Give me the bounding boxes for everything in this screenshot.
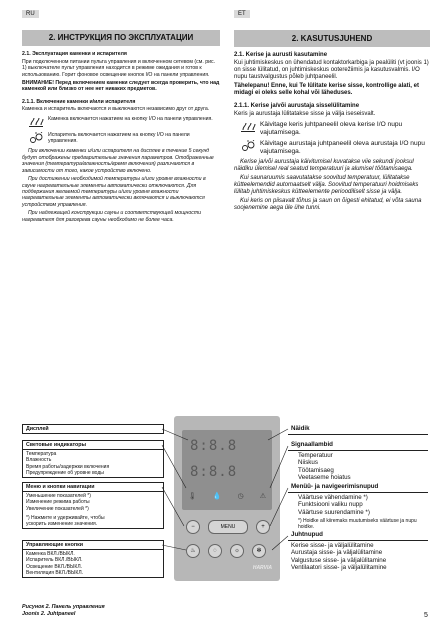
ru-indicator-item: Влажность: [26, 457, 52, 464]
caption-ru: Рисунок 2. Панель управления: [22, 604, 105, 610]
et-control-item: Valgustuse sisse- ja väljalülitamine: [291, 556, 387, 564]
ru-section-2-1-1: 2.1.1. Включение каменки и/или испарителя: [22, 98, 136, 105]
ru-section-2-1: 2.1. Эксплуатация каменки и испарителя: [22, 51, 127, 58]
ru-steamer-text: Испаритель включается нажатием на кнопку I/O на панели управления.: [48, 131, 190, 145]
ru-indicator-item: Время работы/задержки включения: [26, 463, 110, 470]
menu-button[interactable]: MENU: [208, 520, 248, 534]
ru-paragraph-3: Каменка и испаритель включаются и выключаются независимо друг от друга.: [22, 106, 210, 113]
et-section-2-1: 2.1. Kerise ja aurusti kasutamine: [234, 52, 328, 58]
ru-indicator-item: Предупреждение об уровне воды: [26, 469, 104, 476]
ru-paragraph-4: При включении каменки и/или испарителя на дисплее в течение 5 секунд будут отображены предварительные значения параметров. Отображенные значения (температура/влажность/время включения) различаются в зависимости от того, какое устройство включено.: [22, 148, 214, 174]
et-menu-box: Menüü- ja navigeerimisnupud Väärtuse vähendamine *) Funktsiooni valiku nupp Väärtuse suurendamine *) *) Hoidke all kiiremaks muutumiseks väärtuse ja nupu hoidke.: [288, 482, 428, 531]
et-warning: Tähelepanu! Enne, kui Te lülitate kerise sisse, kontrollige alati, et midagi ei oleks selle kohal või läheduses.: [234, 83, 419, 96]
ru-menu-item: Увеличение показателей *): [26, 505, 89, 512]
ru-indicator-item: Температура: [26, 451, 57, 458]
et-paragraph-6: Kui keris on piisavalt tõhus ja saun on õigesti ehitatud, ei võta sauna soojenemine aega üle ühe tunni.: [234, 198, 422, 212]
et-control-item: Ventilaatori sisse- ja väljalülitamine: [291, 563, 387, 571]
display-top-row: 8:8.8: [190, 438, 238, 454]
decrease-button[interactable]: −: [186, 520, 200, 534]
et-indicator-item: Töötamisaeg: [298, 466, 334, 474]
increase-button[interactable]: +: [256, 520, 270, 534]
ru-control-box: Управляющие кнопки Каменка ВКЛ./ВЫКЛ. Испаритель ВКЛ./ВЫКЛ. Освещение ВКЛ./ВЫКЛ. Вентиляция ВКЛ./ВЫКЛ.: [22, 540, 164, 578]
ru-menu-item: Изменение режима работы: [26, 499, 90, 506]
ru-heater-text: Каменка включается нажатием на кнопку I/O на панели управления.: [48, 115, 213, 122]
et-indicator-item: Veetaseme hoiatus: [298, 473, 351, 481]
figure-caption: [22, 604, 105, 617]
et-indicator-item: Temperatuur: [298, 452, 333, 460]
clock-icon: ◷: [237, 493, 244, 500]
steamer-button[interactable]: ◌: [208, 544, 222, 558]
heater-button[interactable]: ♨: [186, 544, 200, 558]
et-control-box: Juhtnupud Kerise sisse- ja väljalülitamine Aurustaja sisse- ja väljalülitamine Valgustuse sisse- ja väljalülitamine Ventilaatori sisse- ja väljalülitamine: [288, 530, 428, 572]
et-steamer-text: Käivitage aurustaja juhtpaneelil oleva aurustaja I/O nupu vajutamisega.: [260, 140, 425, 155]
et-menu-note: *) Hoidke all kiiremaks muutumiseks väärtuse ja nupu hoidke.: [298, 517, 417, 530]
et-paragraph-1: Kui juhtimiskeskus on ühendatud kontaktorkarbiga ja pealüliti (vt joonis 1) on sisse lülitatud, on juhtimiskeskus ooterežiimis ja kasutusvalmis. I/O nupu taustvalgustus põleb juhtpaneelil.: [234, 60, 429, 80]
ru-paragraph-6: При надлежащей конструкции сауны и соответствующей мощности нагревателя для разогрева сауны необходимо не более часа.: [22, 210, 202, 223]
ru-display-label: Дисплей: [22, 424, 164, 434]
et-heater-text: Käivitage keris juhtpaneelil oleva kerise I/O nupu vajutamisega.: [260, 121, 403, 136]
page-number: 5: [424, 612, 428, 619]
et-menu-item: Funktsiooni valiku nupp: [298, 501, 363, 509]
ru-title: 2. ИНСТРУКЦИЯ ПО ЭКСПЛУАТАЦИИ: [22, 30, 220, 46]
ru-indicators-box: Световые индикаторы Температура Влажность Время работы/задержки включения Предупреждение об уровне воды: [22, 440, 164, 478]
et-indicators-box: Signaallambid Temperatuur Niiskus Töötamisaeg Veetaseme hoiatus: [288, 440, 428, 482]
fan-button[interactable]: ✻: [252, 544, 266, 558]
et-title: 2. KASUTUSJUHEND: [234, 30, 430, 47]
brand-logo: HARVIA: [252, 565, 272, 571]
et-paragraph-4: Kerise ja/või aurustaja käivitumisel kuvatakse viie sekundi jooksul näidiku ülemisel real seatud temperatuuri ja alumisel töötamisaega.: [234, 159, 414, 173]
lang-tag-ru: RU: [22, 10, 39, 18]
ru-menu-item: Уменьшение показателей *): [26, 493, 91, 500]
lang-tag-et: ET: [234, 10, 250, 18]
et-menu-item: Väärtuse suurendamine *): [298, 508, 370, 516]
ru-warning: ВНИМАНИЕ! Перед включением каменки следует всегда проверить, что над каменкой или близко от нее нет никаких предметов.: [22, 80, 220, 93]
et-section-2-1-1: 2.1.1. Kerise ja/või aurustaja sisselülitamine: [234, 103, 360, 109]
light-button[interactable]: ☼: [230, 544, 244, 558]
ru-menu-note: *) Нажмите и удерживайте, чтобы ускорить изменение значения.: [26, 514, 105, 528]
warning-icon: ⚠: [259, 493, 266, 500]
ru-control-item: Каменка ВКЛ./ВЫКЛ.: [26, 551, 75, 558]
ru-control-item: Испаритель ВКЛ./ВЫКЛ.: [26, 557, 83, 564]
et-control-item: Kerise sisse- ja väljalülitamine: [291, 542, 374, 550]
drop-icon: 💧: [212, 493, 222, 500]
caption-et: Joonis 2. Juhtpaneel: [22, 610, 76, 617]
et-menu-item: Väärtuse vähendamine *): [298, 494, 368, 502]
ru-menu-box: Меню и кнопки навигации Уменьшение показателей *) Изменение режима работы Увеличение показателей *) *) Нажмите и удерживайте, чтобы ускорить изменение значения.: [22, 482, 164, 529]
ru-paragraph-1: При подключенном питании пульта управления и включенном сетевом (см. рис. 1) выключателе пульт управления находится в режиме ожидания и готов к использованию. Горит фоновое освещение кнопок I/O на панели управления.: [22, 58, 216, 78]
ru-control-item: Вентиляция ВКЛ./ВЫКЛ.: [26, 569, 83, 576]
et-indicator-item: Niiskus: [298, 459, 318, 467]
thermometer-icon: 🌡: [188, 493, 197, 500]
et-control-item: Aurustaja sisse- ja väljalülitamine: [291, 549, 383, 557]
ru-paragraph-5: При достижении необходимой температуры и/или уровня влажности в сауне нагревательные элементы автоматически отключаются. Для поддержания желаемой температуры и/или уровня влажности нагревательные элементы автоматически включаются и выключаются устройством управления.: [22, 176, 206, 208]
et-paragraph-3: Keris ja aurustaja lülitatakse sisse ja välja iseseisvalt.: [234, 111, 376, 117]
ru-control-item: Освещение ВКЛ./ВЫКЛ.: [26, 563, 82, 570]
et-display-label: Näidik: [288, 424, 428, 435]
display-bottom-row: 8:8.8: [190, 464, 238, 480]
et-paragraph-5: Kui saunaruumis saavutatakse soovitud temperatuur, lülitatakse küttеelemendid automaatselt välja. Soovitud temperatuuri hoidmiseks lülitab juhtimiskeskus kütteelemente perioodiliselt sisse ja välja.: [234, 175, 419, 196]
